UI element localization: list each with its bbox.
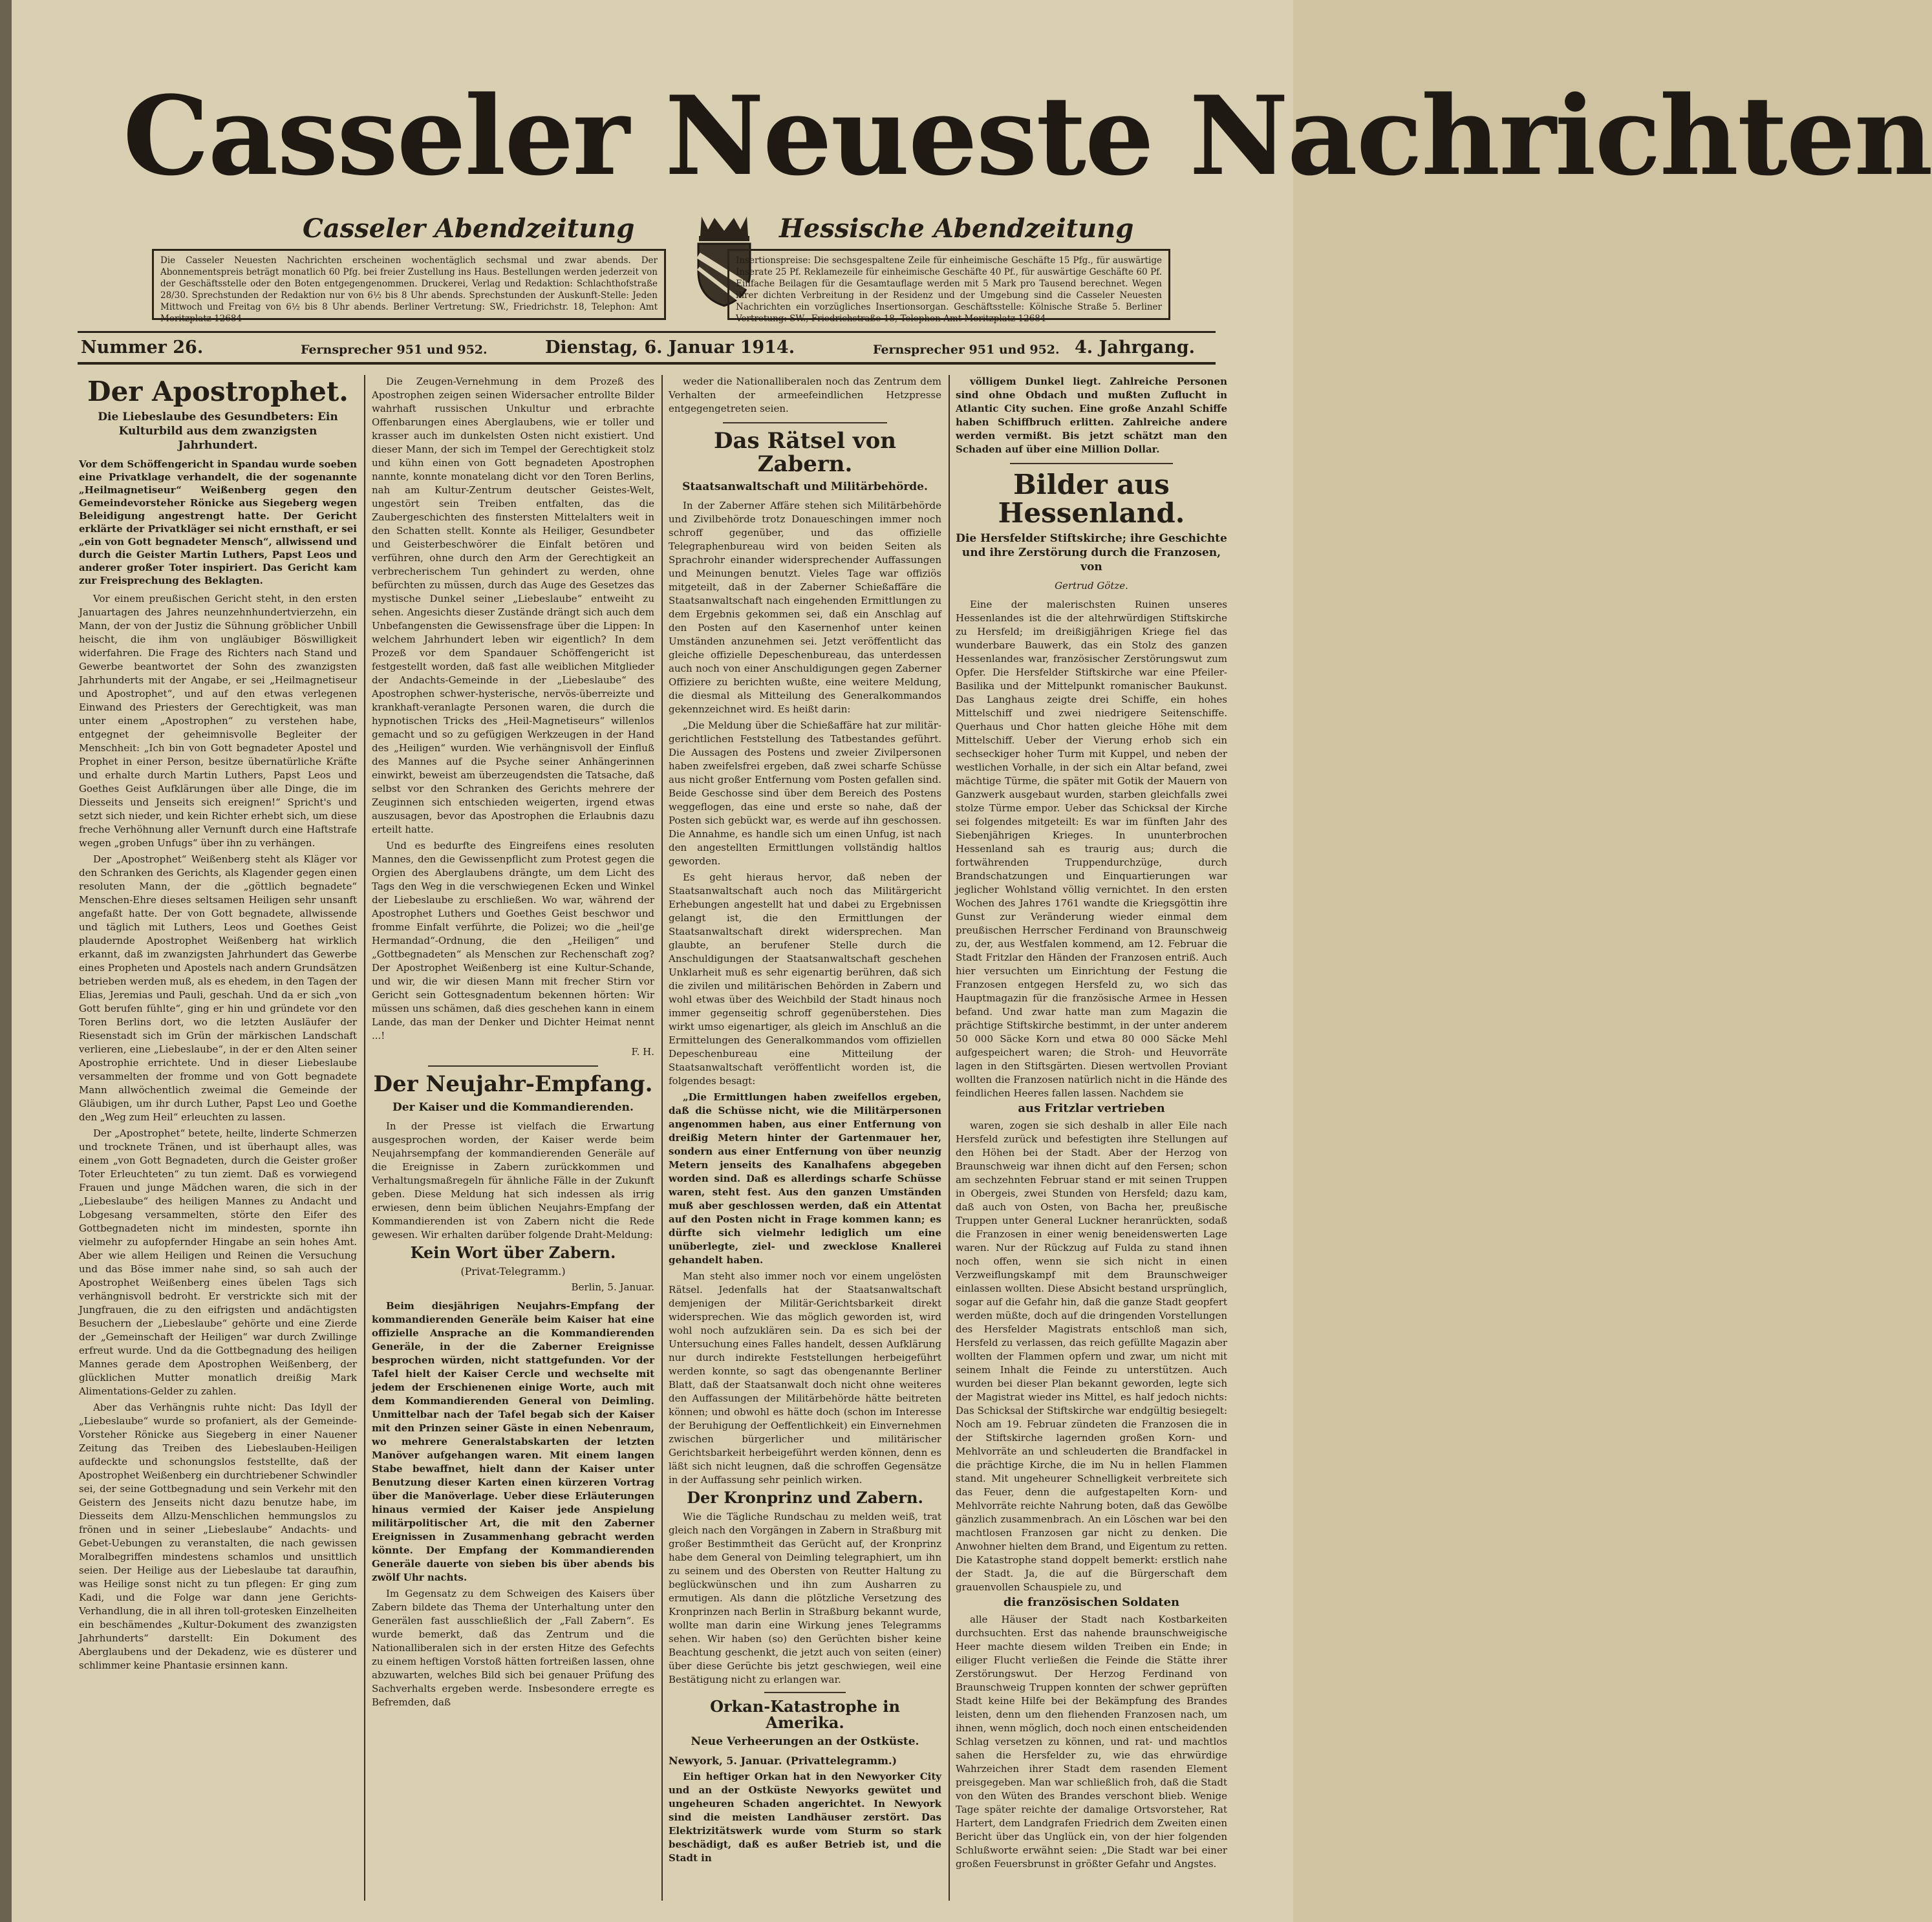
article-paragraph: Im Gegensatz zu dem Schweigen des Kaisers über Zabern bildete das Thema der Unterhaltung unter den Generälen fast ausschließlich der „Fall Zabern“. Es wurde bemerkt, daß das Zentrum und die Nationalliberalen sich in der ersten Hitze des Gefechts zu einem heftigen Vorstoß hätten fortreißen lassen, ohne abzuwarten, welches Bild sich bei genauer Prüfung des Sachverhalts ergeben werde. Insbesondere erregte es Befremden, daß	[372, 1587, 654, 1708]
subhead-fritzlar: aus Fritzlar vertrieben	[1018, 1102, 1165, 1116]
article-paragraph: weder die Nationalliberalen noch das Zentrum dem Verhalten der armeefeindlichen Hetzpresse entgegengetreten seien.	[669, 376, 941, 414]
page-edge	[0, 0, 12, 1922]
article-paragraph: Wie die Tägliche Rundschau zu melden weiß, trat gleich nach den Vorgängen in Zabern in Straßburg mit großer Bestimmtheit das Gerücht auf, der Kronprinz habe dem General von Deimling telegraphiert, um ihn zu seinem und des Obersten von Reutter Haltung zu beglückwünschen und ihn zum Ausharren zu ermutigen. Als dann die plötzliche Versetzung des Kronprinzen nach Berlin in Straßburg bekannt wurde, wollte man darin eine Wirkung jenes Telegramms sehen. Wir haben (so) den Gerüchten bisher keine Beachtung geschenkt, die jetzt auch von seiten (einer) über diese Gerüchte bis jetzt geschwiegen, weil eine Bestätigung nicht zu erlangen war.	[669, 1510, 941, 1685]
article-paragraph: Der „Apostrophet“ betete, heilte, linderte Schmerzen und trocknete Tränen, und ist überhaupt alles, was einem „von Gott Begnadeten, durch die Geister großer Toter Erleuchteten“ zu tun ziemt. Daß es vorwiegend Frauen und junge Mädchen waren, die sich in der „Liebeslaube“ des heiligen Mannes zu Andacht und Lobgesang versammelten, störte den Eifer des Gottbegnadeten nicht im mindesten, spornte ihn vielmehr zu aufopfernder Hingabe an sein hohes Amt. Aber wie allem Heiligen und Reinen die Versuchung und das Böse immer nahe sind, so sah auch der Apostrophet Weißenberg eines übelen Tags sich verhängnisvoll bedroht. Er verstrickte sich mit der Jungfrauen, die zu den eifrigsten und andächtigsten Besuchern der „Liebeslaube“ gehörte und eine Zierde der „Gemeinschaft der Heiligen“ war durch Zwillinge erfreut wurde. Und da die Gottbegnadung des heiligen Mannes gerade dem Apostrophen Weißenberg, der glücklichen Mutter monatlich dreißig Mark Alimentations-Gelder zu zahlen.	[79, 1127, 357, 1398]
volume: 4. Jahrgang.	[1075, 337, 1195, 358]
article-paragraph: völligem Dunkel liegt. Zahlreiche Personen sind ohne Obdach und mußten Zuflucht in Atlantic City suchen. Eine große Anzahl Schiffe haben Schiffbruch erlitten. Zahlreiche andere werden vermißt. Bis jetzt schätzt man den Schaden auf über eine Million Dollar.	[956, 376, 1227, 455]
deck-orkan: Neue Verheerungen an der Ostküste.	[691, 1735, 919, 1748]
headline-orkan: Orkan-Katastrophe in Amerika.	[710, 1696, 900, 1732]
dateline-berlin: Berlin, 5. Januar.	[571, 1281, 654, 1293]
deck-zabern: Staatsanwaltschaft und Militärbehörde.	[682, 480, 928, 494]
info-box-left: Die Casseler Neuesten Nachrichten erscheinen wochentäglich sechsmal und zwar abends. Der Abonnementspreis beträgt monatlich 60 Pfg. bei freier Zustellung ins Haus. Bestellungen werden jederzeit von der Geschäftsstelle oder den Boten entgegengenommen. Druckerei, Verlag und Redaktion: Schlachthofstraße 28/30. Sprechstunden der Redaktion nur von 6½ bis 8 Uhr abends. Sprechstunden der Auskunft-Stelle: Jeden Mittwoch und Freitag von 6½ bis 8 Uhr abends. Berliner Vertretung: SW., Friedrichstr. 18, Telephon: Amt Moritzplatz 12684	[152, 249, 666, 320]
lead-paragraph: Vor dem Schöffengericht in Spandau wurde soeben eine Privatklage verhandelt, die der sogenannte „Heilmagnetiseur“ Weißenberg gegen den Gemeindevorsteher Rönicke aus Siegeberg wegen Beleidigung angestrengt hatte. Der Gericht erklärte der Privatkläger sei nicht ernsthaft, er sei „ein von Gott begnadeter Mensch“, allwissend und durch die Geister Martin Luthers, Papst Leos und anderer großer Toter inspiriert. Das Gericht kam zur Freisprechung des Beklagten.	[79, 458, 357, 587]
headline-kein-wort: Kein Wort über Zabern.	[410, 1243, 616, 1262]
article-paragraph: Beim diesjährigen Neujahrs-Empfang der kommandierenden Generäle beim Kaiser hat eine offizielle Ansprache an die Kommandierenden Generäle, in der die Zaberner Ereignisse besprochen würden, nicht stattgefunden. Vor der Tafel hielt der Kaiser Cercle und wechselte mit jedem der Erschienenen einige Worte, auch mit dem Kommandierenden General von Deimling. Unmittelbar nach der Tafel begab sich der Kaiser mit den Prinzen seiner Gäste in einen Nebenraum, wo mehrere Generalstabskarten der letzten Manöver aufgehangen waren. Mit einem langen Stabe bewaffnet, hielt dann der Kaiser unter Benutzung dieser Karten einen kürzeren Vortrag über die Manöverlage. Ueber diese Erläuterungen hinaus vermied der Kaiser jede Anspielung militärpolitischer Art, die mit den Zaberner Ereignissen in Zusammenhang gebracht werden könnte. Der Empfang der Kommandierenden Generäle dauerte von sieben bis über abends bis zwölf Uhr nachts.	[372, 1299, 654, 1583]
subtitle-right: Hessische Abendzeitung	[779, 213, 1134, 244]
article-paragraph: Aber das Verhängnis ruhte nicht: Das Idyll der „Liebeslaube“ wurde so profaniert, als der Gemeinde-Vorsteher Rönicke aus Siegeberg in einer Nauener Zeitung das Treiben des Liebeslauben-Heiligen aufdeckte und schonungslos feststellte, daß der Apostrophet Weißenberg ein durchtriebener Schwindler sei, der seine Gottbegnadung und sein Verkehr mit den Geistern des Jenseits nicht dazu benutze habe, im Diesseits dem Allzu-Menschlichen hemmungslos zu frönen und in seiner „Liebeslaube“ Andachts- und Gebet-Uebungen zu veranstalten, die nach gewissen Moralbegriffen mindestens schamlos und unsittlich seien. Der Heilige aus der Liebeslaube tat daraufhin, was Heilige sonst nicht zu tun pflegen: Er ging zum Kadi, und die Folge war dann jene Gerichts-Verhandlung, die in all ihren toll-grotesken Einzelheiten ein beschämendes „Kultur-Dokument des zwanzigsten Jahrhunderts“ darstellt: Ein Dokument des Aberglaubens und der Dekadenz, wie es düsterer und schlimmer keine Phantasie ersinnen kann.	[79, 1402, 357, 1672]
article-paragraph: Vor einem preußischen Gericht steht, in den ersten Januartagen des Jahres neunzehnhundertvierzehn, ein Mann, der von der Justiz die Sühnung gröblicher Unbill heischt, die ihm von ungläubiger Böswilligkeit widerfahren. Die Frage des Richters nach Stand und Gewerbe beantwortet der Sohn des zwanzigsten Jahrhunderts mit der Angabe, er sei „Heilmagnetiseur und Apostrophet“, und auf den etwas verlegenen Einwand des Priesters der Gerechtigkeit, was man unter einem „Apostrophen“ zu verstehen habe, entgegnet der geheimnisvolle Begleiter der Menschheit: „Ich bin von Gott begnadeter Apostel und Prophet in einer Person, besitze übernatürliche Kräfte und erhalte durch Martin Luthers, Papst Leos und Goethes Geist Aufklärungen über alle Dinge, die im Diesseits und Jenseits sich ereignen!“ Spricht's und setzt sich nieder, und kein Richter erhebt sich, um diese freche Verhöhnung aller Vernunft durch eine Haftstrafe wegen „groben Unfugs“ über ihn zu verhängen.	[79, 593, 357, 849]
article-paragraph: Der „Apostrophet“ Weißenberg steht als Kläger vor den Schranken des Gerichts, als Klagender gegen einen resoluten Mann, der die „göttlich begnadete“ Menschen-Ehre dieses seltsamen Heiligen sehr unsanft angefaßt hatte. Der von Gott begnadete, allwissende und täglich mit Luthers, Leos und Goethes Geist plaudernde Apostrophet Weißenberg hat wirklich erkannt, daß im zwanzigsten Jahrhundert das Gewerbe eines Propheten und Apostels nach andern Grundsätzen betrieben werden muß, als es ehedem, in den Tagen der Elias, Jeremias und Pauli, geschah. Und da er sich „von Gott berufen fühlte“, ging er hin und gründete vor den Toren Berlins dort, wo die letzten Ausläufer der Riesenstadt sich im Grün der märkischen Landschaft verlieren, eine „Liebeslaube“, in der er den Alten seiner Apostrophie errichtete. Und in dieser Liebeslaube versammelten der fromme und von Gott begnadete Mann allwöchentlich zweimal die Gemeinde der Gläubigen, um ihr durch Luther, Papst Leo und Goethe den „Weg zum Heil“ erleuchten zu lassen.	[79, 853, 357, 1124]
section-separator	[764, 1692, 846, 1693]
dateline-newyork: Newyork, 5. Januar. (Privattelegramm.)	[669, 1754, 897, 1767]
article-paragraph: In der Presse ist vielfach die Erwartung ausgesprochen worden, der Kaiser werde beim Neujahrsempfang der kommandierenden Generäle auf die Ereignisse in Zabern zurückkommen und Verhaltungsmaßregeln für ähnliche Fälle in der Zukunft geben. Diese Meldung hat sich indessen als irrig erwiesen, denn beim üblichen Neujahrs-Empfang der Kommandierenden ist von Zabern nicht die Rede gewesen. Wir erhalten darüber folgende Draht-Meldung:	[372, 1120, 654, 1241]
section-separator	[428, 1065, 597, 1067]
article-paragraph: Und es bedurfte des Eingreifens eines resoluten Mannes, den die Gewissenpflicht zum Protest gegen die Orgien des Aberglaubens drängte, um dem Licht des Tags den Weg in die verschwiegenen Ecken und Winkel der Liebeslaube zu erschließen. Wo war, während der Apostrophet Luthers und Goethes Geist beschwor und fromme Einfalt verführte, die Polizei; wo die „heil'ge Hermandad“-Ordnung, die den „Heiligen“ und „Gottbegnadeten“ als Menschen zur Rechenschaft zog? Der Apostrophet Weißenberg ist eine Kultur-Schande, und wir, die wir diesen Mann mit frecher Stirn vor Gericht sein Gottesgnadentum bekennen hörten: Wir müssen uns schämen, daß dies geschehen kann in einem Lande, das man der Denker und Dichter Heimat nennt ...!	[372, 840, 654, 1041]
phone-right: Fernsprecher 951 und 952.	[873, 343, 1060, 357]
issue-date: Dienstag, 6. Januar 1914.	[545, 337, 795, 358]
telegram-label: (Privat-Telegramm.)	[460, 1265, 566, 1277]
article-author: Gertrud Götze.	[1055, 580, 1128, 592]
subtitle-left: Casseler Abendzeitung	[303, 213, 635, 244]
article-paragraph: alle Häuser der Stadt nach Kostbarkeiten durchsuchten. Erst das nahende braunschweigische Heer machte diesem wilden Treiben ein Ende; in eiliger Flucht verließen die Feinde die Stätte ihrer Zerstörungswut. Der Herzog Ferdinand von Braunschweig Truppen konnten der schwer geprüften Stadt keine Hilfe bei der Bekämpfung des Brandes leisten, denn um den fliehenden Franzosen nach, um ihnen, wenn möglich, doch noch einen entscheidenden Schlag versetzen zu können, und rat- und machtlos sahen die Hersfelder zu, wie das ehrwürdige Wahrzeichen ihrer Stadt dem rasenden Element preisgegeben. Man war schließlich froh, daß die Stadt von den Wüten des Brandes verschont blieb. Wenige Tage später reichte der damalige Ortsvorsteher, Rat Hartert, dem Landgrafen Friedrich dem Zweiten einen Bericht über das Unglück ein, von der hier folgenden Schlußworte erwähnt seien: „Die Stadt war bei einer großen Feuersbrunst in größter Gefahr und Angstes.	[956, 1613, 1227, 1870]
article-paragraph: Es geht hieraus hervor, daß neben der Staatsanwaltschaft auch noch das Militärgericht Erhebungen angestellt hat und dabei zu Ergebnissen gelangt ist, die den Ermittlungen der Staatsanwaltschaft direkt widersprechen. Man glaubte, an berufener Stelle durch die Anschuldigungen der Staatsanwaltschaft geschehen Unklarheit muß es sehr eigenartig berühren, daß sich die zivilen und militärischen Behörden in Zabern und wohl etwas über des Weichbild der Stadt hinaus noch immer gegenseitig schroff gegenüberstehen. Dies wirkt umso eigenartiger, als gleich im Anschluß an die Ermittelungen des Generalkommandos vom offiziellen Depeschenbureau eine Mitteilung der Staatsanwaltschaft veröffentlicht worden ist, die folgendes besagt:	[669, 871, 941, 1087]
section-separator	[723, 422, 886, 423]
headline-apostrophet: Der Apostrophet.	[87, 376, 349, 407]
deck-neujahr: Der Kaiser und die Kommandierenden.	[392, 1100, 634, 1114]
deck-apostrophet: Die Liebeslaube des Gesundbeters: Ein Kulturbild aus dem zwanzigsten Jahrhundert.	[98, 411, 338, 453]
headline-neujahr: Der Neujahr-Empfang.	[373, 1071, 653, 1097]
deck-hessenland: Die Hersfelder Stiftskirche; ihre Geschichte und ihre Zerstörung durch die Franzosen, von	[956, 532, 1227, 574]
masthead-rule-bottom	[78, 362, 1216, 365]
headline-hessenland: Bilder aus Hessenland.	[998, 469, 1185, 529]
masthead-rule-top	[78, 331, 1216, 333]
phone-left: Fernsprecher 951 und 952.	[301, 343, 488, 357]
article-paragraph: Eine der malerischsten Ruinen unseres Hessenlandes ist die der altehrwürdigen Stiftskirche zu Hersfeld; im dreißigjährigen Kriege fiel das wunderbare Bauwerk, das ein Stolz des ganzen Hessenlandes war, französischer Zerstörungswut zum Opfer. Die Hersfelder Stiftskirche war eine Pfeiler-Basilika und der Mittelpunkt romanischer Baukunst. Das Langhaus zeigte drei Schiffe, ein hohes Mittelschiff und zwei niedrigere Seitenschiffe. Querhaus und Chor hatten gleiche Höhe mit dem Mittelschiff. Ueber der Vierung erhob sich ein sechseckiger hoher Turm mit Kuppel, und neben der westlichen Vorhalle, in der sich ein Altar befand, zwei mächtige Türme, die später mit Gotik der Mauern von Ganzwerk ausgebaut wurden, starben gleichfalls zwei stolze Türme empor. Ueber das Schicksal der Kirche sei folgendes mitgeteilt: Es war im fünften Jahr des Siebenjährigen Krieges. In ununterbrochen Hessenland sah es traurig aus; durch die fortwährenden Truppendurchzüge, durch Brandschatzungen und Einquartierungen war jeglicher Wohlstand völlig vernichtet. In den ersten Wochen des Jahres 1761 wandte die Kriegsgöttin ihre Gunst zur Veränderung wieder einmal dem preußischen Herrscher Ferdinand von Braunschweig zu, der, aus Westfalen kommend, am 12. Februar die Stadt Fritzlar den Händen der Franzosen entriß. Auch hier versuchten um Einrichtung der Festung die Franzosen entgegen Hersfeld zu, wo sich das Hauptmagazin für die französische Armee in Hessen befand. Und zwar hatte man zum Magazin die prächtige Stiftskirche bestimmt, in der unter anderem 50 000 Säcke Korn und etwa 80 000 Säcke Mehl aufgespeichert waren; die Stroh- und Heuvorräte lagen in den Stiftsgärten. Diesen wertvollen Proviant wollten die Franzosen natürlich nicht in die Hände des feindlichen Heeres fallen lassen. Nachdem sie	[956, 599, 1227, 1100]
issue-number: Nummer 26.	[81, 337, 204, 358]
column-4	[956, 375, 1227, 1901]
section-separator	[1010, 463, 1173, 464]
info-box-right: Insertionspreise: Die sechsgespaltene Zeile für einheimische Geschäfte 15 Pfg., für auswärtige Inserate 25 Pf. Reklamezeile für einheimische Geschäfte 40 Pf., für auswärtige Geschäfte 60 Pf. Einfache Beilagen für die Gesamtauflage werden mit 5 Mark pro Tausend berechnet. Wegen ihrer dichten Verbreitung in der Residenz und der Umgebung sind die Casseler Neuesten Nachrichten ein vorzügliches Insertionsorgan. Geschäftsstelle: Kölnische Straße 5. Berliner Vertretung: SW., Friedrichstraße 18, Telephon Amt Moritzplatz 12684	[727, 249, 1170, 320]
article-paragraph: Man steht also immer noch vor einem ungelösten Rätsel. Jedenfalls hat der Staatsanwaltschaft demjenigen der Militär-Gerichtsbarkeit direkt widersprechen. Wie das möglich geworden ist, wird wohl noch aufzuklären sein. Da es sich bei der Untersuchung eines Falles handelt, dessen Aufklärung nur durch indirekte Feststellungen herbeigeführt werden konnte, so sagt das obengenannte Berliner Blatt, daß der Staatsanwalt doch nicht ohne weiteres den Auffassungen der Militärbehörde hätte beitreten können; und obwohl es hätte doch (schon im Interesse der Beruhigung der Oeffentlichkeit) ein Einvernehmen zwischen bürgerlicher und militärischer Gerichtsbarkeit herbeigeführt werden können, denn es läßt sich nicht leugnen, daß die schroffen Gegensätze in der Auffassung sehr peinlich wirken.	[669, 1270, 941, 1486]
column-2	[372, 375, 654, 1901]
column-divider	[949, 375, 950, 1901]
headline-zabern: Das Rätsel von Zabern.	[714, 428, 896, 477]
article-paragraph: „Die Ermittlungen haben zweifellos ergeben, daß die Schüsse nicht, wie die Militärpersonen angenommen haben, aus einer Entfernung von dreißig Metern hinter der Gartenmauer her, sondern aus einer Entfernung von über neunzig Metern jenseits des Kanalhafens abgegeben worden sind. Daß es allerdings scharfe Schüsse waren, steht fest. Aus den ganzen Umständen muß aber geschlossen werden, daß ein Attentat auf den Posten nicht in Frage kommen kann; es dürfte sich vielmehr lediglich um eine unüberlegte, ziel- und zwecklose Knallerei gehandelt haben.	[669, 1091, 941, 1266]
article-signature: F. H.	[631, 1046, 654, 1058]
article-paragraph: Die Zeugen-Vernehmung in dem Prozeß des Apostrophen zeigen seinen Widersacher entrollte Bilder wahrhaft russischen Unkultur und erbrachte Offenbarungen eines Aberglaubens, wie er toller und krasser auch im dunkelsten Osten nicht existiert. Und dieser Mann, der sich im Tempel der Gerechtigkeit stolz und kühn einen von Gott begnadeten Apostrophen nannte, konnte monatelang dicht vor den Toren Berlins, nah am Kultur-Zentrum deutscher Geistes-Welt, ungestört sein Treiben entfalten, das die Zaubergeschichten des finstersten Mittelalters weit in den Schatten stellt. Konnte als Heiliger, Gesundbeter und Geisterbeschwörer die Einfalt betören und verführen, ohne durch den Arm der Gerechtigkeit an verbrecherischem Tun gehindert zu werden, ohne befürchten zu müssen, durch das Auge des Gesetzes das mystische Dunkel seiner „Liebeslaube“ entweiht zu sehen. Angesichts dieser Zustände drängt sich auch dem Unbefangensten die Gewissensfrage über die Lippen: In welchem Jahrhundert leben wir eigentlich? In dem Prozeß vor dem Spandauer Schöffengericht ist festgestellt worden, daß fast alle weiblichen Mitglieder der Andachts-Gemeinde in der „Liebeslaube“ des Apostrophen schwer-hysterische, nervös-überreizte und krankhaft-veranlagte Personen waren, die durch die hypnotischen Tricks des „Heil-Magnetiseurs“ willenlos gemacht und so zu gefügigen Werkzeugen in der Hand des „Heiligen“ wurden. Wie verhängnisvoll der Einfluß des Mannes auf die Psyche seiner Anhängerinnen einwirkt, beweist am überzeugendsten die Tatsache, daß selbst vor den Schranken des Gerichts mehrere der Zeuginnen sich entschieden weigerten, irgend etwas auszusagen, bevor das Apostrophen die Erlaubnis dazu erteilt hatte.	[372, 376, 654, 835]
masthead-title: Casseler Neueste Nachrichten	[123, 72, 1932, 200]
headline-kronprinz: Der Kronprinz und Zabern.	[687, 1488, 923, 1508]
column-3	[669, 375, 941, 1901]
column-1	[79, 375, 357, 1901]
article-paragraph: Ein heftiger Orkan hat in den Newyorker City und an der Ostküste Newyorks gewütet und ungeheuren Schaden angerichtet. In Newyork sind die meisten Landhäuser zerstört. Das Elektrizitätswerk wurde vom Sturm so stark beschädigt, daß es außer Betrieb ist, und die Stadt in	[669, 1770, 941, 1864]
article-paragraph: waren, zogen sie sich deshalb in aller Eile nach Hersfeld zurück und befestigten ihre Stellungen auf den Höhen bei der Stadt. Aber der Herzog von Braunschweig war ihnen dicht auf den Fersen; schon am sechzehnten Februar stand er mit seinen Truppen in Obergeis, zwei Stunden von Hersfeld; dazu kam, daß auch von Osten, von Bacha her, preußische Truppen unter General Luckner heranrückten, sodaß die Franzosen in einer wenig beneidenswerten Lage waren. Nur der Rückzug auf Fulda zu stand ihnen noch offen, wenn sie sich nicht in einen Verzweiflungskampf mit dem Braunschweiger einlassen wollten. Diese Absicht bestand ursprünglich, sogar auf die Gefahr hin, daß die ganze Stadt geopfert werden müßte, doch auf die dringenden Vorstellungen des Hersfelder Magistrats entschloß man sich, Hersfeld zu verlassen, das reich gefüllte Magazin aber wollten der Flammen opfern und zwar, um nicht mit seinem Inhalt die Feinde zu unterstützen. Auch wurden bei dieser Plan bekannt geworden, legte sich der Magistrat wieder ins Mittel, es half jedoch nichts: Das Schicksal der Stiftskirche war endgültig besiegelt: Noch am 19. Februar zündeten die Franzosen die in der Stiftskirche lagernden großen Korn- und Mehlvorräte an und schleuderten die Brandfackel in die prächtige Kirche, die im Nu in hellen Flammen stand. Mit ungeheurer Schnelligkeit verbreitete sich das Feuer, denn die aufgestapelten Korn- und Mehlvorräte reichte Nahrung boten, daß das Gewölbe gänzlich zusammenbrach. An ein Löschen war bei den machtlosen Franzosen gar nicht zu denken. Die Anwohner hielten dem Brand, und Eigentum zu retten. Die Katastrophe stand doppelt bemerkt: erstlich nahe der Stadt. Ja, die auf die Bürgerschaft dem grauenvollen Schauspiele zu, und	[956, 1120, 1227, 1594]
subhead-soldaten: die französischen Soldaten	[1003, 1596, 1180, 1610]
article-paragraph: In der Zaberner Affäre stehen sich Militärbehörde und Zivilbehörde trotz Donaueschingen immer noch schroff gegenüber, und das offizielle Telegraphenbureau wird von beiden Seiten als Sprachrohr einander widersprechender Auffassungen und Meinungen benutzt. Vieles Tage war offiziös mitgeteilt, daß in der Zaberner Schießaffäre die Staatsanwaltschaft nach eingehenden Ermittlungen zu dem Ergebnis gekommen sei, daß ein Anschlag auf den Posten auf den Kasernenhof unter keinen Umständen anzunehmen sei. Jetzt veröffentlicht das gleiche offizielle Depeschenbureau, das unterdessen auch noch von einer Anschuldigungen gegen Zaberner Offiziere zu berichten wußte, eine weitere Meldung, die diesmal als Mitteilung des Generalkommandos gekennzeichnet wird. Es heißt darin:	[669, 500, 941, 716]
article-paragraph: „Die Meldung über die Schießaffäre hat zur militär-gerichtlichen Feststellung des Tatbestandes geführt. Die Aussagen des Postens und zweier Zivilpersonen haben zweifelsfrei ergeben, daß zwei scharfe Schüsse aus nicht großer Entfernung vom Posten gefallen sind. Beide Geschosse sind über dem Bereich des Postens weggeflogen, das eine und erste so nahe, daß der Posten sich gebückt war, es werde auf ihn geschossen. Die Annahme, es handle sich um einen Unfug, ist nach den angestellten Ermittlungen vollständig haltlos geworden.	[669, 720, 941, 868]
column-divider	[661, 375, 663, 1901]
column-divider	[364, 375, 365, 1901]
